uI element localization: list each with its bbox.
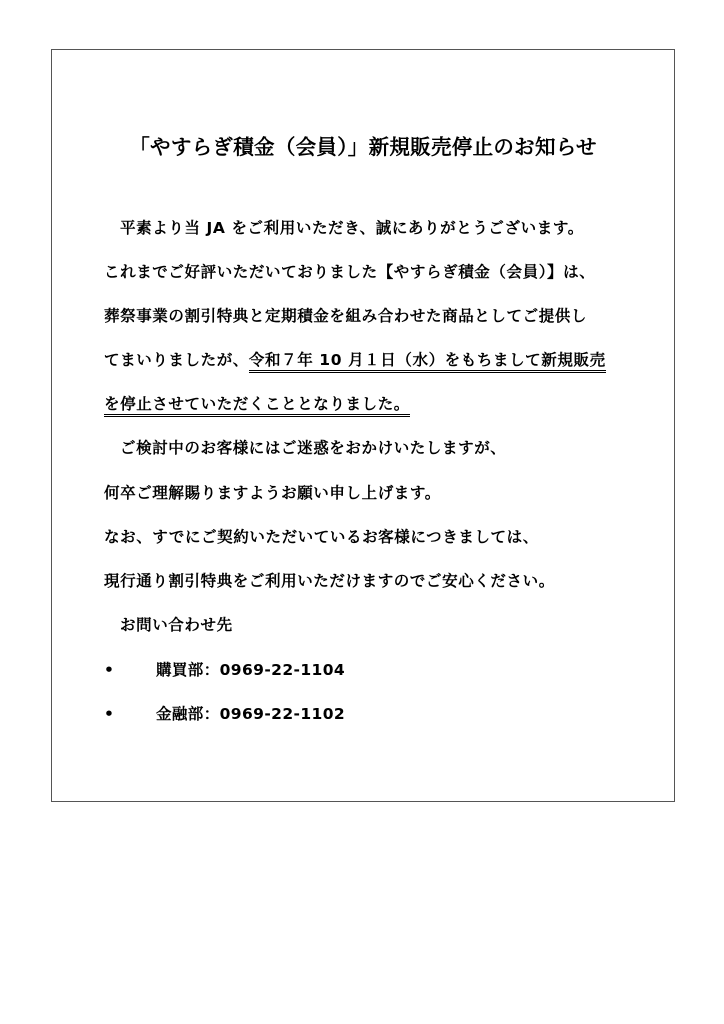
- notice-frame: [51, 49, 675, 802]
- body-line-description: 葬祭事業の割引特典と定期積金を組み合わせた商品としてご提供し: [104, 307, 588, 325]
- contact-finance-text: 金融部：0969-22-1102: [156, 705, 346, 723]
- body-line-provided-text: てまいりましたが、: [104, 351, 249, 369]
- body-line-provided: [104, 350, 606, 370]
- stop-date-emphasis: 令和７年 10 月１日（水）をもちまして新規販売: [249, 351, 606, 373]
- body-line-understanding: 何卒ご理解賜りますようお願い申し上げます。: [104, 484, 441, 502]
- body-line-product: これまでご好評いただいておりました【やすらぎ積金（会員）】は、: [104, 263, 596, 281]
- body-line-greeting: 平素より当 JA をご利用いただき、誠にありがとうございます。: [120, 219, 584, 237]
- contact-item-purchasing: [104, 660, 345, 680]
- notice-title: 「やすらぎ積金（会員）」新規販売停止のお知らせ: [129, 135, 597, 159]
- bullet-icon: •: [104, 705, 115, 723]
- contact-item-finance: [104, 704, 345, 724]
- bullet-icon: •: [104, 661, 115, 679]
- body-line-benefit: 現行通り割引特典をご利用いただけますのでご安心ください。: [104, 572, 555, 590]
- body-line-stop: [104, 394, 410, 414]
- body-line-existing: なお、すでにご契約いただいているお客様につきましては、: [104, 528, 539, 546]
- contact-heading: お問い合わせ先: [120, 616, 233, 634]
- stop-notice-emphasis: を停止させていただくこととなりました。: [104, 395, 410, 417]
- contact-purchasing-text: 購買部：0969-22-1104: [156, 661, 346, 679]
- body-line-apology: ご検討中のお客様にはご迷惑をおかけいたしますが、: [120, 439, 507, 457]
